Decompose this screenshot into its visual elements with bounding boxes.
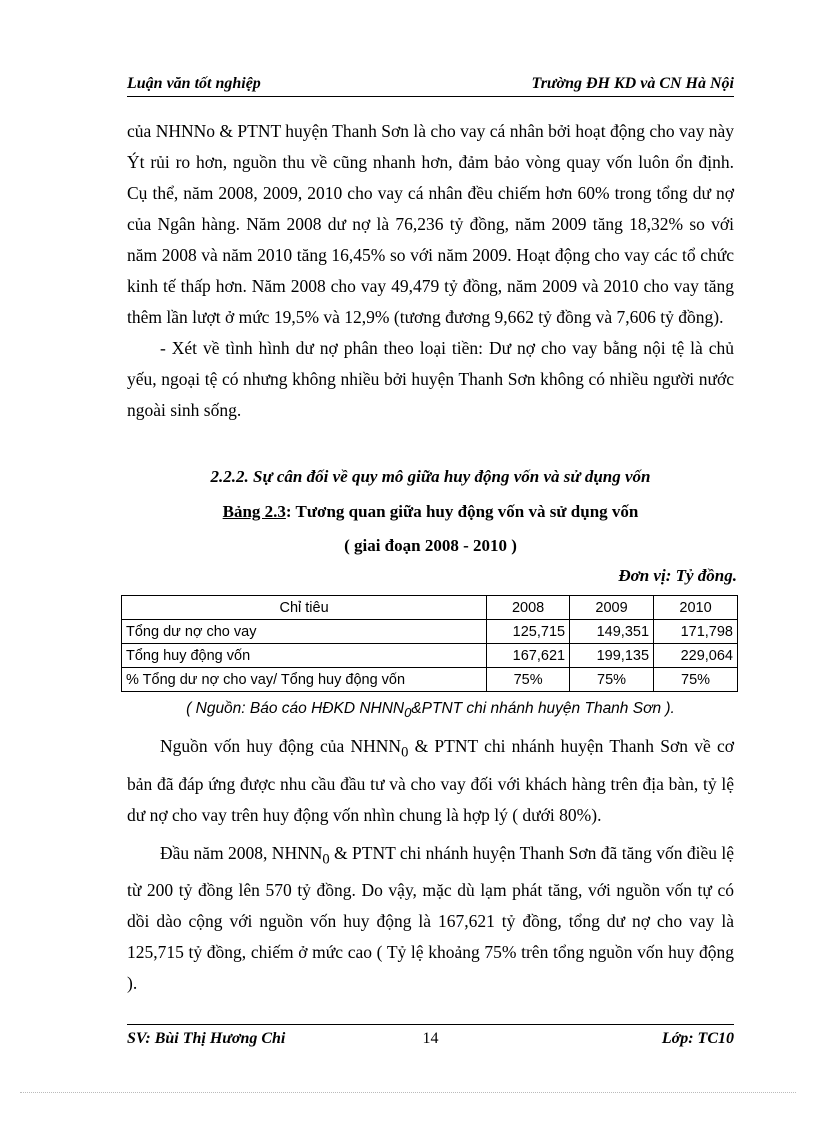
header-university: Trường ĐH KD và CN Hà Nội	[531, 75, 734, 92]
table-cell: 75%	[654, 668, 738, 692]
paragraph-1: của NHNNo & PTNT huyện Thanh Sơn là cho vay cá nhân bởi hoạt động cho vay này Ýt rủi ro hơn, nguồn thu về cũng nhanh hơn, đảm bảo vòng quay vốn luôn ổn định. Cụ thể, năm 2008, 2009, 2010 cho vay cá nhân đều chiếm hơn 60% trong tổng dư nợ của Ngân hàng. Năm 2008 dư nợ là 76,236 tỷ đồng, năm 2009 tăng 18,32% so với năm 2008 và năm 2010 tăng 16,45% so với năm 2009. Hoạt động cho vay các tổ chức kinh tế thấp hơn. Năm 2008 cho vay 49,479 tỷ đồng, năm 2009 và 2010 cho vay tăng thêm lần lượt ở mức 19,5% và 12,9% (tương đương 9,662 tỷ đồng và 7,606 tỷ đồng).	[127, 121, 734, 327]
table-cell: Tổng dư nợ cho vay	[122, 620, 487, 644]
page-bottom-divider	[20, 1092, 796, 1093]
table-caption-period: ( giai đoạn 2008 - 2010 )	[344, 536, 517, 555]
table-row	[122, 644, 738, 668]
data-table	[121, 595, 738, 692]
table-caption	[127, 502, 734, 522]
page-number: 14	[422, 1030, 439, 1047]
table-source	[127, 700, 734, 720]
table-header-cell: 2010	[654, 596, 738, 620]
table-header-cell: 2008	[487, 596, 570, 620]
table-cell: 171,798	[654, 620, 738, 644]
paragraph-4	[127, 838, 734, 1000]
paragraph-2: - Xét về tình hình dư nợ phân theo loại tiền: Dư nợ cho vay bằng nội tệ là chủ yếu, ngoại tệ có nhưng không nhiều bởi huyện Thanh Sơn không có nhiều người nước ngoài sinh sống.	[127, 338, 734, 420]
table-caption-label: Bảng 2.3	[222, 502, 286, 521]
table-cell: 125,715	[487, 620, 570, 644]
paragraph-3	[127, 731, 734, 831]
footer-student: SV: Bùi Thị Hương Chi	[127, 1030, 286, 1047]
table-cell: 167,621	[487, 644, 570, 668]
body-bottom	[127, 731, 734, 999]
table-row	[122, 668, 738, 692]
table-cell: 149,351	[570, 620, 654, 644]
table-cell: Tổng huy động vốn	[122, 644, 487, 668]
table-cell: 229,064	[654, 644, 738, 668]
table-cell: 75%	[487, 668, 570, 692]
table-caption-title: : Tương quan giữa huy động vốn và sử dụng vốn	[285, 502, 639, 521]
p3-subscript: 0	[401, 744, 409, 761]
p3-part-a: Nguồn vốn huy động của NHNN	[160, 736, 402, 756]
table-header-cell: Chỉ tiêu	[122, 596, 487, 620]
table-header-cell: 2009	[570, 596, 654, 620]
p4-part-a: Đầu năm 2008, NHNN	[160, 842, 323, 863]
p4-subscript: 0	[322, 851, 330, 867]
source-prefix: ( Nguồn: Báo cáo HĐKD NHNN	[186, 700, 405, 717]
section-heading: 2.2.2. Sự cân đối về quy mô giữa huy động vốn và sử dụng vốn	[210, 467, 651, 486]
page-footer	[127, 1024, 734, 1049]
p3-part-b: & PTNT chi nhánh huyện Thanh Sơn về cơ bản đã đáp ứng được nhu cầu đầu tư và cho vay đối với khách hàng trên địa bàn, tỷ lệ dư nợ cho vay trên huy động vốn nhìn chung là hợp lý ( dưới 80%).	[127, 736, 734, 825]
source-subscript: 0	[404, 705, 412, 721]
source-suffix: &PTNT chi nhánh huyện Thanh Sơn ).	[411, 700, 675, 717]
header-thesis-label: Luận văn tốt nghiệp	[127, 75, 261, 92]
table-cell: 75%	[570, 668, 654, 692]
table-header-row	[122, 596, 738, 620]
body-top	[127, 116, 734, 426]
p4-part-b: & PTNT chi nhánh huyện Thanh Sơn đã tăng vốn điều lệ từ 200 tỷ đồng lên 570 tỷ đồng. Do vậy, mặc dù lạm phát tăng, với nguồn vốn tự có dồi dào cộng với nguồn vốn huy động là 167,621 tỷ đồng, tổng dư nợ cho vay là 125,715 tỷ đồng, chiếm ở mức cao ( Tỷ lệ khoảng 75% trên tổng nguồn vốn huy động ).	[127, 842, 734, 993]
page-header	[127, 72, 734, 97]
unit-label: Đơn vị: Tỷ đồng.	[618, 566, 737, 585]
table-cell: % Tổng dư nợ cho vay/ Tổng huy động vốn	[122, 668, 487, 692]
table-row	[122, 620, 738, 644]
table-cell: 199,135	[570, 644, 654, 668]
footer-class: Lớp: TC10	[661, 1030, 734, 1047]
